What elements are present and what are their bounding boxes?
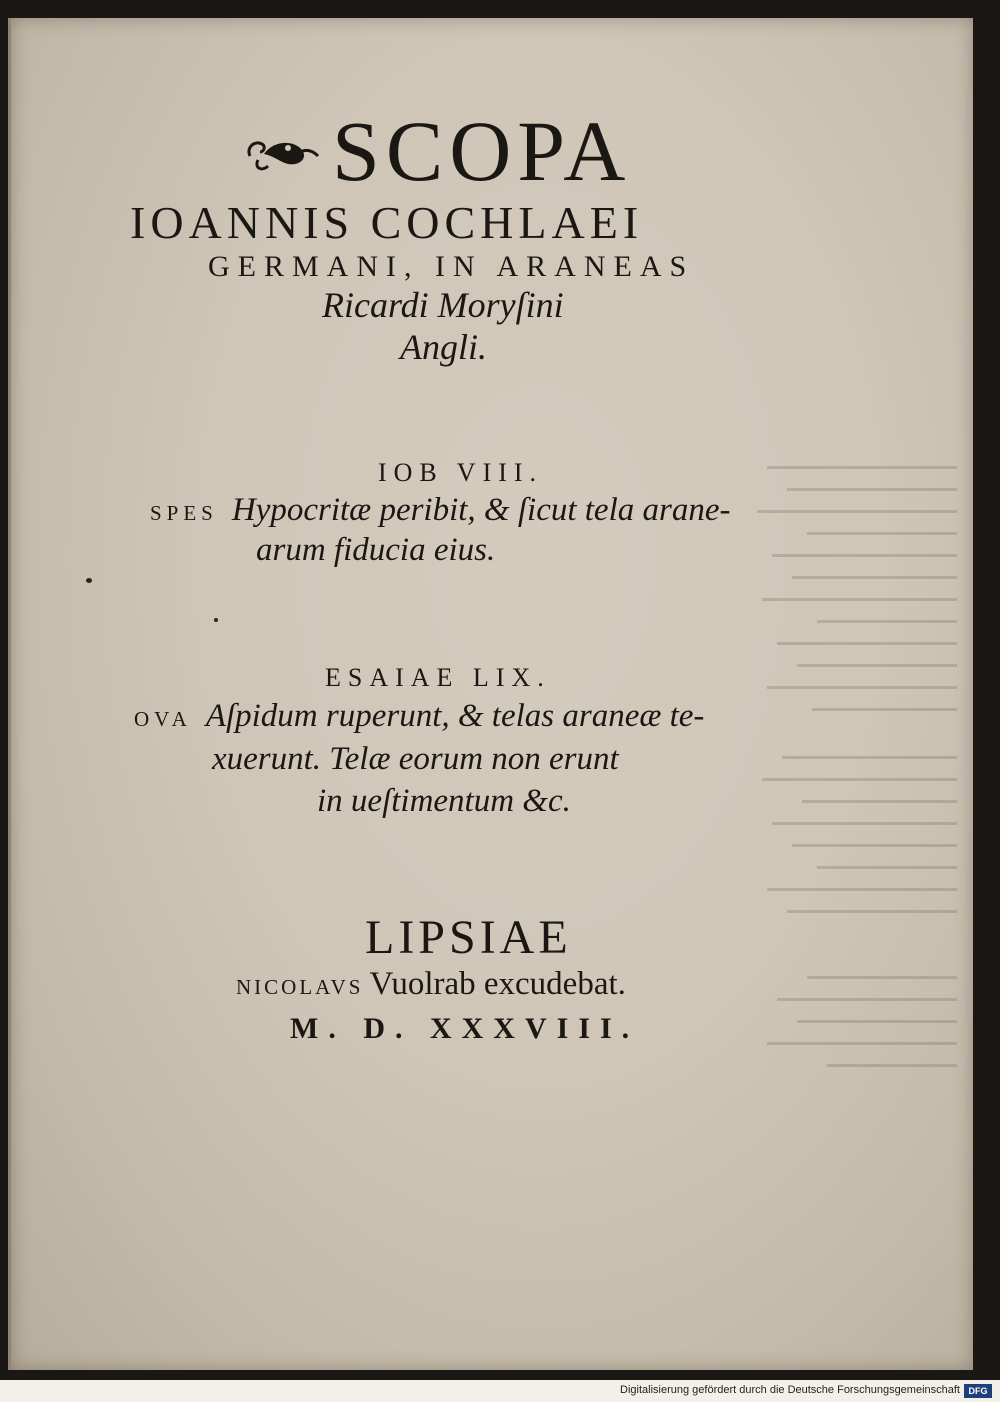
author-line: IOANNIS COCHLAEI [130, 197, 644, 248]
quote-2-text-1: Aſpidum ruperunt, & telas araneæ te- [205, 698, 705, 734]
title-row [244, 103, 632, 199]
imprint-printer [236, 966, 626, 1003]
quote-2-line-1 [134, 698, 704, 735]
quote-2-line-2: xuerunt. Telæ eorum non erunt [212, 741, 619, 777]
footer-credit: Digitalisierung gefördert durch die Deutsche Forschungsgemeinschaft [620, 1384, 960, 1396]
imprint-date: M. D. XXXVIII. [290, 1012, 640, 1045]
imprint-city: LIPSIAE [365, 911, 572, 964]
quote-1-line-2: arum fiducia eius. [256, 532, 496, 568]
quote-1-line-1 [150, 492, 730, 529]
quote-1-lead: SPES [150, 501, 218, 525]
printer-rest: Vuolrab excudebat. [369, 966, 626, 1002]
quote-1-reference: IOB VIII. [378, 458, 544, 487]
ink-speck [214, 618, 218, 622]
dfg-logo-icon[interactable]: DFG [964, 1384, 992, 1398]
ink-speck [86, 578, 92, 583]
book-title: SCOPA [332, 103, 632, 199]
quote-2-line-3: in ueſtimentum &c. [317, 783, 571, 819]
quote-1-text-1: Hypocritæ peribit, & ſicut tela arane- [231, 492, 731, 528]
quote-2-lead: OVA [134, 707, 192, 731]
quote-2-reference: ESAIAE LIX. [325, 663, 551, 692]
printer-lead: NICOLAVS [236, 975, 364, 999]
origin-line: GERMANI, IN ARANEAS [208, 250, 695, 283]
fleuron-ornament-icon [244, 126, 320, 176]
footer-bar [0, 1380, 1000, 1402]
subject-line-2: Angli. [400, 327, 487, 367]
subject-line-1: Ricardi Moryſini [322, 285, 564, 325]
